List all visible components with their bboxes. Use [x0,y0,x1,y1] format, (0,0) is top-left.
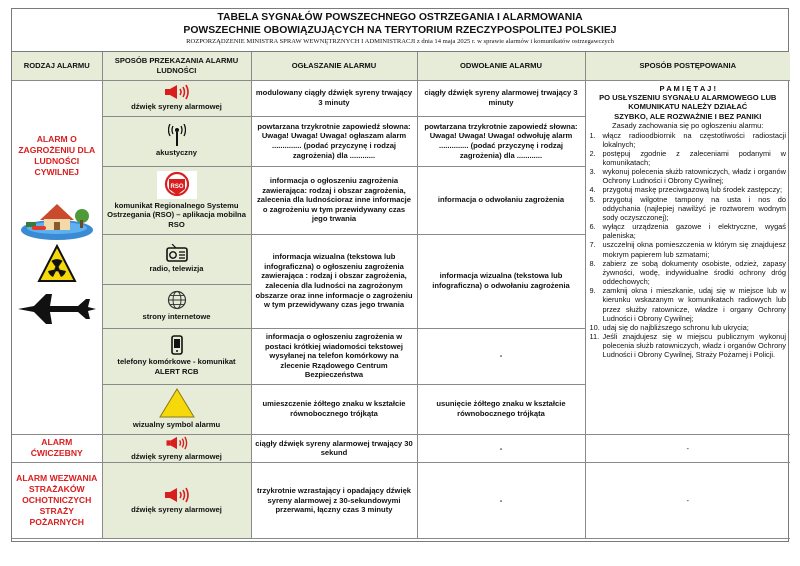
method-radio-tv [102,234,251,284]
rso-logo-text: RSO [169,183,184,190]
warning-text: PO USŁYSZENIU SYGNAŁU ALARMOWEGO LUB KOMUNIKATU NALEŻY DZIAŁAĆ [599,92,777,112]
method-siren [102,463,251,539]
col-header-type: RODZAJ ALARMU [12,52,102,80]
alarm-exercise-name: ALARM ĆWICZEBNY [12,434,102,463]
title-line-1: TABELA SYGNAŁÓW POWSZECHNEGO OSTRZEGANIA I ALARMOWANIA [217,12,583,23]
col-header-method: SPOSÓB PRZEKAZANIA ALARMU LUDNOŚCI [102,52,251,80]
procedure-cell: - [585,434,790,463]
alarm-firefighters-name: ALARM WEZWANIA STRAŻAKÓW OCHOTNICZYCH STRAŻY POŻARNYCH [12,463,102,539]
procedure-step-text: przygotuj wilgotne tampony na usta i nos do oddychania (najlepiej nawilżyć je roztworem wodnym sody oczyszczonej); [602,194,786,222]
title-line-2: POWSZECHNIE OBOWIĄZUJĄCYCH NA TERYTORIUM RZECZYPOSPOLITEJ POLSKIEJ [183,25,617,36]
method-siren [102,434,251,463]
procedure-step-text: wykonuj polecenia służb ratowniczych, władz i organów Ochrony Ludności i Obrony Cywilnej; [602,167,786,186]
announce-cell: informacja o ogłoszeniu zagrożenia zawierająca: rodzaj i obszar zagrożenia, zalecenia dla ludnościoraz inne informacje o zagrożeniu w tym przewidywany czas jego trwania [251,166,417,234]
procedure-step [590,332,787,359]
signal-table [12,52,790,539]
procedure-step-text: włącz radioodbiornik na częstotliwości radiostacji lokalnych; [602,130,786,149]
document-header [12,9,788,52]
col-header-cancel: ODWOŁANIE ALARMU [417,52,585,80]
method-rso [102,166,251,234]
fighter-jet-icon [16,290,98,328]
cancel-cell: ciągły dźwięk syreny alarmowej trwający 3 minuty [417,80,585,116]
siren-speaker-icon [163,436,191,450]
regulation-line: ROZPORZĄDZENIE MINISTRA SPRAW WEWNĘTRZNYCH I ADMINISTRACJI z dnia 14 maja 2025 r. w sprawie alarmów i komunikatów ostrzegawczych [186,38,614,45]
announce-cell: powtarzana trzykrotnie zapowiedź słowna: Uwaga! Uwaga! Uwaga! ogłaszam alarm .............. (podać przyczynę i rodzaj zagrożenia) dla ............ [251,116,417,166]
procedure-step [590,195,787,222]
announce-cell: informacja o ogłoszeniu zagrożenia w postaci krótkiej wiadomości tekstowej wysyłanej na telefon komórkowy na zlecenie Rządowego Centrum Bezpieczeństwa [251,328,417,384]
procedure-step [590,240,787,258]
mobile-phone-icon [170,335,184,355]
radio-icon [166,244,188,262]
cancel-cell: informacja wizualna (tekstowa lub infograficzna) o odwołaniu zagrożenia [417,234,585,328]
procedure-cell: - [585,463,790,539]
procedure-step-text: przygotuj maskę przeciwgazową lub środek zastępczy; [602,185,783,195]
siren-speaker-icon [163,84,191,100]
procedure-step-number: 11. [589,331,600,341]
procedure-step-number: 7. [589,240,596,250]
alarm-civil-cell [12,80,102,434]
method-acoustic [102,116,251,166]
method-label: komunikat Regionalnego Systemu Ostrzegania (RSO) – aplikacja mobilna RSO [107,200,246,229]
procedure-step [590,222,787,240]
radio-tower-icon [168,124,186,146]
col-header-announce: OGŁASZANIE ALARMU [251,52,417,80]
method-label: radio, telewizja [149,264,204,274]
procedure-step-text: zamknij okna i mieszkanie, udaj się w miejsce lub w kierunku wskazanym w komunikatach radiowych lub przez służby ratownicze, władze i organy Ochrony Ludności i Obrony Cywilnej; [602,286,786,323]
rso-logo-icon [157,171,197,199]
method-label: strony internetowe [142,312,211,322]
procedure-step-number: 8. [589,258,596,268]
motto-text: SZYBKO, ALE ROZWAŻNIE I BEZ PANIKI [614,111,762,121]
procedure-step [590,167,787,185]
method-mobile-alert [102,328,251,384]
procedure-step-number: 9. [589,286,596,296]
procedure-step-text: Jeśli znajdujesz się w miejscu publicznym wykonuj polecenia służb ratowniczych, władz i organów Ochrony Ludności i Obrony Cywilnej, Straży Pożarnej i Policji. [602,331,786,360]
signal-table-page [11,8,789,542]
method-label: akustyczny [156,148,197,158]
procedure-step-number: 4. [589,185,596,195]
method-label: telefony komórkowe - komunikat ALERT RCB [117,357,236,376]
method-websites [102,284,251,328]
cancel-cell: - [417,463,585,539]
yellow-triangle-icon [159,388,195,418]
announce-cell: umieszczenie żółtego znaku w kształcie równobocznego trójkąta [251,384,417,434]
procedure-step-text: uszczelnij okna pomieszczenia w którym się znajdujesz mokrym papierem lub szmatami; [602,240,786,259]
cancel-cell: - [417,328,585,384]
siren-speaker-icon [163,487,191,503]
globe-icon [167,290,187,310]
procedure-step-number: 2. [589,148,596,158]
announce-cell: ciągły dźwięk syreny alarmowej trwający 30 sekund [251,434,417,463]
procedure-step [590,259,787,286]
method-label: dźwięk syreny alarmowej [131,451,222,461]
procedure-step-number: 1. [589,130,596,140]
procedure-intro: Zasady zachowania się po ogłoszeniu alarmu: [612,121,764,131]
announce-cell: informacja wizualna (tekstowa lub infograficzna) o ogłoszeniu zagrożenia zawierająca : rodzaj i obszar zagrożenia, zalecenia dla ludności na zagrożonym obszarze oraz inne informacje o zagrożeniu w tym przewidywany czas jego trwania [251,234,417,328]
method-siren [102,80,251,116]
procedure-cell [585,80,790,434]
procedure-step [590,286,787,323]
method-label: dźwięk syreny alarmowej [131,102,222,112]
remember-label: P A M I Ę T A J ! [659,83,717,93]
cancel-cell: powtarzana trzykrotnie zapowiedź słowna: Uwaga! Uwaga! Uwaga! odwołuję alarm .............. (podać przyczynę i rodzaj zagrożenia) dla ............ [417,116,585,166]
procedure-step-text: udaj się do najbliższego schronu lub ukrycia; [602,322,749,332]
flood-illustration-icon [20,192,94,242]
method-label: dźwięk syreny alarmowej [131,504,222,514]
announce-cell: trzykrotnie wzrastający i opadający dźwięk syreny alarmowej z 30-sekundowymi przerwami, łączny czas 3 minuty [251,463,417,539]
col-header-procedure: SPOSÓB POSTĘPOWANIA [585,52,790,80]
procedure-steps [590,131,787,360]
announce-cell: modulowany ciągły dźwięk syreny trwający 3 minuty [251,80,417,116]
cancel-cell: informacja o odwołaniu zagrożenia [417,166,585,234]
procedure-step-text: postępuj zgodnie z zaleceniami podanymi w komunikatach; [602,148,786,167]
cancel-cell: usunięcie żółtego znaku w kształcie równobocznego trójkąta [417,384,585,434]
procedure-step [590,323,787,332]
procedure-step-number: 3. [589,167,596,177]
radiation-warning-icon [37,244,77,284]
procedure-step [590,185,787,194]
procedure-step-text: wyłącz urządzenia gazowe i elektryczne, wygaś paleniska; [602,222,786,241]
procedure-step-number: 10. [589,322,600,332]
method-visual-symbol [102,384,251,434]
method-label: wizualny symbol alarmu [132,420,221,430]
procedure-step [590,149,787,167]
procedure-step-number: 5. [589,194,596,204]
procedure-step-number: 6. [589,222,596,232]
alarm-civil-name: ALARM O ZAGROŻENIU DLA LUDNOŚCI CYWILNEJ [18,133,96,177]
procedure-step-text: zabierz ze sobą dokumenty osobiste, odzież, zapasy żywności, wodę, indywidualne środki ochrony dróg oddechowych; [602,258,786,287]
cancel-cell: - [417,434,585,463]
procedure-step [590,131,787,149]
